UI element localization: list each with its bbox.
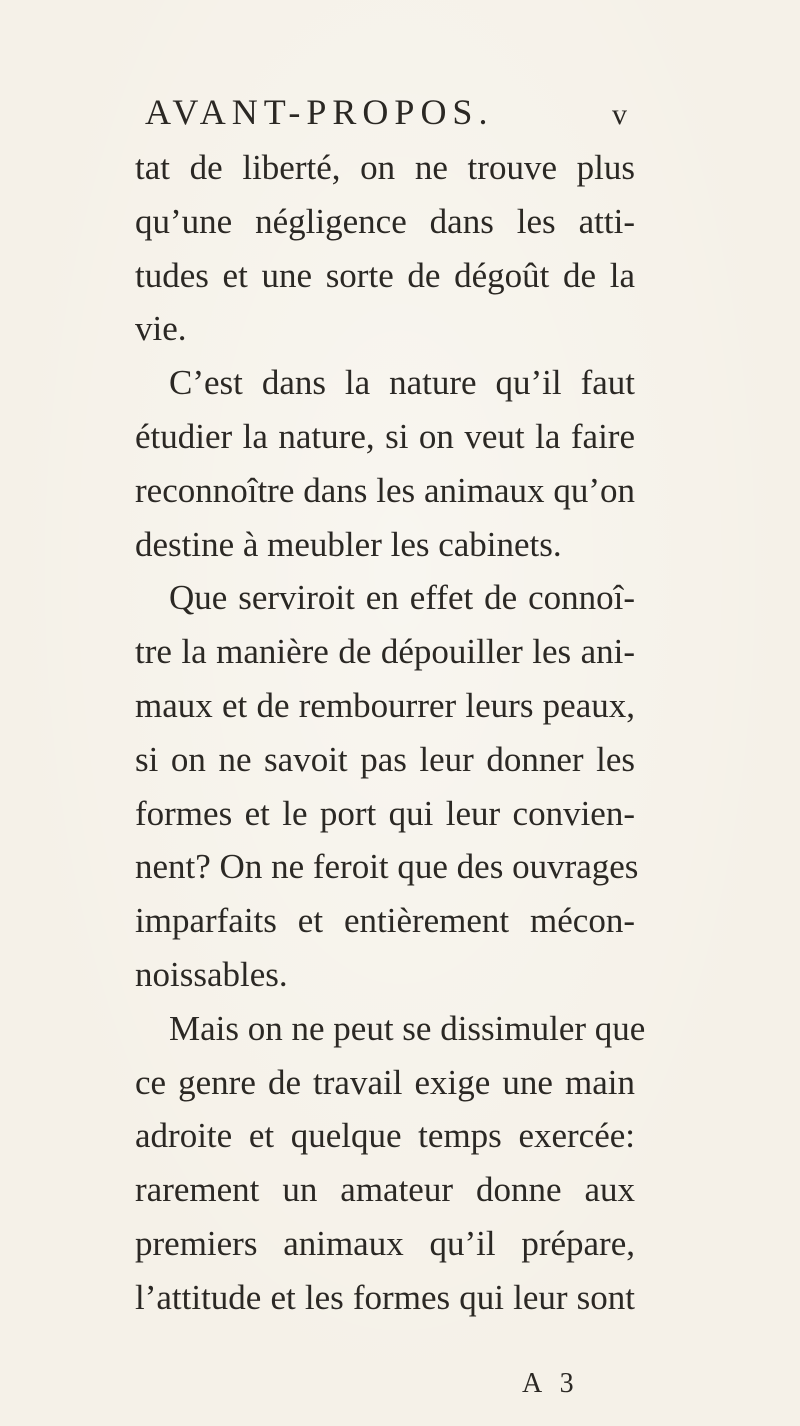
text-line: rarement un amateur donne aux xyxy=(135,1170,635,1210)
text-line: adroite et quelque temps exercée: xyxy=(135,1116,635,1156)
text-line: C’est dans la nature qu’il faut xyxy=(169,363,635,403)
text-line: imparfaits et entièrement mécon- xyxy=(135,901,635,941)
text-line: Mais on ne peut se dissimuler que xyxy=(169,1008,646,1048)
running-title: AVANT-PROPOS. xyxy=(145,92,494,132)
text-line: tudes et une sorte de dégoût de la xyxy=(135,255,635,295)
text-line: tat de liberté, on ne trouve plus xyxy=(135,148,635,187)
text-line: formes et le port qui leur convien- xyxy=(135,793,635,833)
text-line: si on ne savoit pas leur donner les xyxy=(135,739,635,779)
text-line: étudier la nature, si on veut la faire xyxy=(135,416,635,456)
text-line: ce genre de travail exige une main xyxy=(135,1062,635,1102)
text-line: vie. xyxy=(135,309,187,349)
text-line: maux et de rembourrer leurs peaux, xyxy=(135,685,635,725)
text-line: tre la manière de dépouiller les ani- xyxy=(135,632,635,672)
signature-mark: A 3 xyxy=(522,1368,580,1399)
text-line: reconnoître dans les animaux qu’on xyxy=(135,470,635,510)
running-head xyxy=(145,92,627,132)
text-line: destine à meubler les cabinets. xyxy=(135,524,562,564)
body-text xyxy=(135,141,646,1325)
text-line: premiers animaux qu’il prépare, xyxy=(135,1223,635,1263)
text-line: nent? On ne feroit que des ouvrages xyxy=(135,847,639,887)
page-number: v xyxy=(612,98,627,131)
text-line: Que serviroit en effet de connoî- xyxy=(169,578,635,618)
text-line: l’attitude et les formes qui leur sont xyxy=(135,1277,635,1317)
text-line: qu’une négligence dans les atti- xyxy=(135,201,635,241)
text-line: noissables. xyxy=(135,954,288,994)
